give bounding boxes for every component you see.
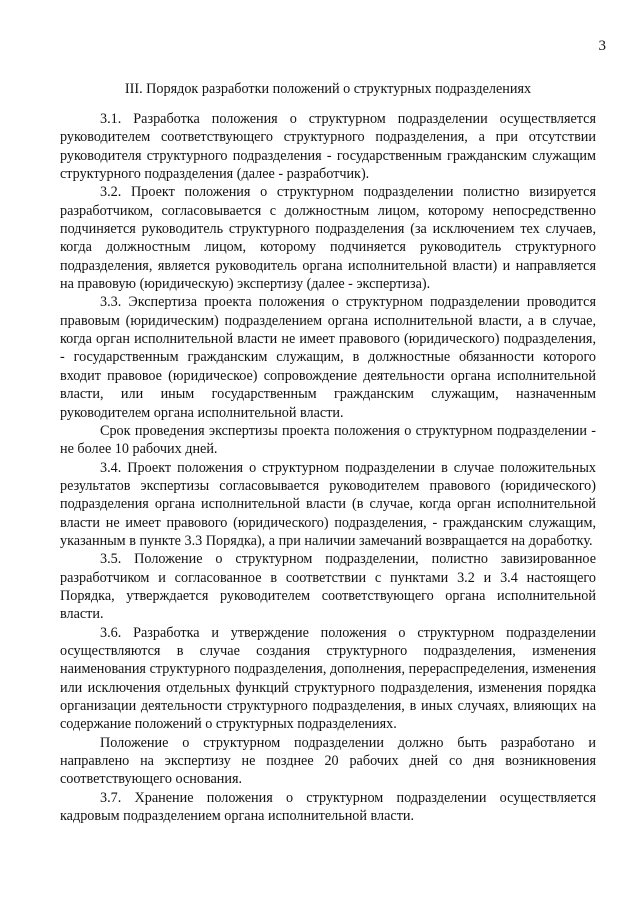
paragraph-3-6: 3.6. Разработка и утверждение положения о структурном подразделении осуществляются в случае создания структурного подразделения, изменения наименования структурного подразделения, дополнения, перераспределения, изменения или исключения отдельных функций структурного подразделения, изменения порядка организации деятельности структурного подразделения, в иных случаях, влияющих на содержание положений о структурных подразделениях. bbox=[60, 624, 596, 733]
paragraph-expertise-term: Срок проведения экспертизы проекта положения о структурном подразделении - не более 10 рабочих дней. bbox=[60, 422, 596, 458]
document-body bbox=[60, 110, 596, 825]
paragraph-3-4: 3.4. Проект положения о структурном подразделении в случае положительных результатов экспертизы согласовывается руководителем правового (юридического) подразделения органа исполнительной власти (в случае, когда орган исполнительной власти не имеет правового (юридического) подразделения, - гражданским служащим, указанным в пункте 3.3 Порядка), а при наличии замечаний возвращается на доработку. bbox=[60, 459, 596, 549]
paragraph-3-5: 3.5. Положение о структурном подразделении, полистно завизированное разработчиком и согласованное в соответствии с пунктами 3.2 и 3.4 настоящего Порядка, утверждается руководителем соответствующего органа исполнительной власти. bbox=[60, 551, 596, 623]
page-number: 3 bbox=[598, 38, 606, 54]
paragraph-3-7: 3.7. Хранение положения о структурном подразделении осуществляется кадровым подразделением органа исполнительной власти. bbox=[60, 789, 596, 825]
section-title: III. Порядок разработки положений о структурных подразделениях bbox=[124, 81, 532, 97]
paragraph-3-2: 3.2. Проект положения о структурном подразделении полистно визируется разработчиком, согласовывается с должностным лицом, которому непосредственно подчиняется руководитель структурного подразделения (за исключением тех случаев, когда должностным лицом, которому подчиняется руководитель структурного подразделения, является руководитель органа исполнительной власти) и направляется на правовую (юридическую) экспертизу (далее - экспертиза). bbox=[60, 184, 596, 293]
paragraph-3-1: 3.1. Разработка положения о структурном подразделении осуществляется руководителем соответствующего структурного подразделения, а при отсутствии руководителя структурного подразделения - государственным гражданским служащим структурного подразделения (далее - разработчик). bbox=[60, 111, 596, 183]
paragraph-3-3: 3.3. Экспертиза проекта положения о структурном подразделении проводится правовым (юридическим) подразделением органа исполнительной власти, а в случае, когда орган исполнительной власти не имеет правового (юридического) подразделения, - государственным гражданским служащим, в должностные обязанности которого входит правовое (юридическое) сопровождение деятельности органа исполнительной власти, или иным государственным гражданским служащим, назначенным руководителем органа исполнительной власти. bbox=[60, 294, 596, 421]
paragraph-development-term: Положение о структурном подразделении должно быть разработано и направлено на экспертизу не позднее 20 рабочих дней со дня возникновения соответствующего основания. bbox=[60, 734, 596, 788]
